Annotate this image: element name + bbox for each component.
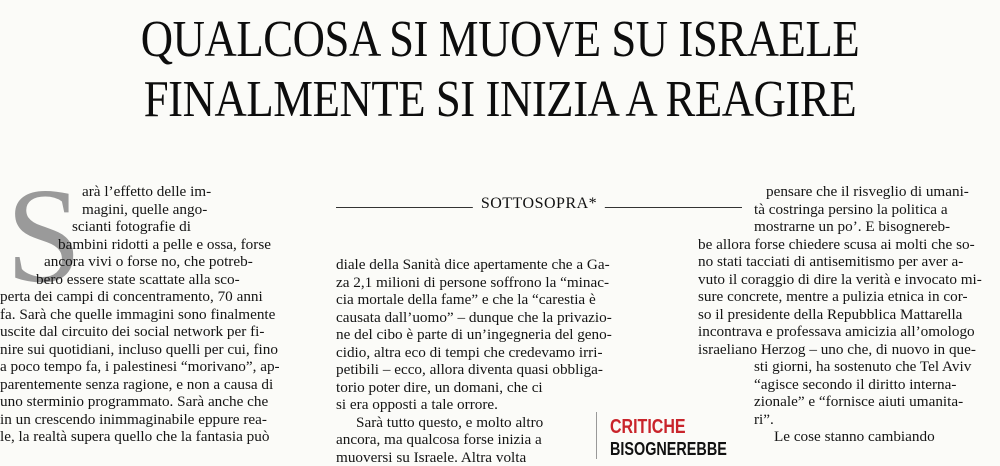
article-line: no stati tacciati di antisemitismo per aver a- [698, 253, 1000, 271]
article-line: cidio, altra eco di tempi che credevamo irri- [336, 344, 578, 362]
article-line: tà costringa persino la politica a [754, 201, 1000, 219]
article-column-2 [336, 256, 578, 466]
article-line: vuto il coraggio di dire la verità e invocato mi- [698, 271, 1000, 289]
article-line: bambini ridotti a pelle e ossa, forse [0, 236, 325, 254]
article-line: ri”. [754, 411, 1000, 429]
article-line: petibili – ecco, allora diventa quasi obbliga- [336, 361, 578, 379]
article-line: arà l’effetto delle im- [0, 183, 325, 201]
article-line: israeliano Herzog – uno che, di nuovo in que- [698, 341, 1000, 359]
section-label: SOTTOSOPRA* [473, 195, 605, 213]
article-line: le, la realtà supera quello che la fantasia può [0, 428, 325, 446]
pull-quote-line-2: BISOGNEREBBE [610, 438, 727, 460]
article-line: a poco tempo fa, i palestinesi “morivano”, ap- [0, 358, 325, 376]
article-line: “agisce secondo il diritto interna- [754, 376, 1000, 394]
pull-quote-line-1: CRITICHE [610, 416, 727, 438]
article-line: uno sterminio programmato. Sarà anche che [0, 393, 325, 411]
article-line: zionale” e “fornisce aiuti umanita- [754, 393, 1000, 411]
article-line: pensare che il risveglio di umani- [754, 183, 1000, 201]
article-line: muoversi su Israele. Altra volta [336, 449, 578, 466]
article-line: Le cose stanno cambiando [754, 428, 1000, 446]
article-line: magini, quelle ango- [0, 201, 325, 219]
article-line: scianti fotografie di [0, 218, 325, 236]
headline-line-2: FINALMENTE SI INIZIA A REAGIRE [70, 72, 930, 128]
article-line: za 2,1 milioni di persone soffrono la “minac- [336, 274, 578, 292]
article-line: mostrarne un po’. E bisognereb- [754, 218, 1000, 236]
article-line: sti giorni, ha sostenuto che Tel Aviv [754, 358, 1000, 376]
article-line: be allora forse chiedere scusa ai molti che so- [698, 236, 1000, 254]
article-line: ancora vivi o forse no, che potreb- [0, 253, 325, 271]
section-header [336, 183, 742, 231]
article-column-3 [754, 183, 1000, 446]
article-line: diale della Sanità dice apertamente che a Ga- [336, 256, 578, 274]
article-line: Sarà tutto questo, e molto altro [336, 414, 578, 432]
column-divider [596, 412, 597, 459]
article-line: parentemente senza ragione, e non a causa di [0, 376, 325, 394]
drop-cap-letter: S [6, 180, 82, 292]
article-line: si era opposti a tale orrore. [336, 396, 578, 414]
article-line: so il presidente della Repubblica Mattarella [698, 306, 1000, 324]
article-line: perta dei campi di concentramento, 70 anni [0, 288, 325, 306]
article-line: sure concrete, mentre a pulizia etnica in cor- [698, 288, 1000, 306]
article-line: cia mortale della fame” e che la “carestia è [336, 291, 578, 309]
article-column-1 [0, 183, 325, 446]
article-line: torio poter dire, un domani, che ci [336, 379, 578, 397]
article-line: bero essere state scattate alla sco- [0, 271, 325, 289]
pull-quote [610, 416, 727, 460]
article-line: incontrava e professava amicizia all’omologo [698, 323, 1000, 341]
article-line: uscite dal circuito dei social network per fi- [0, 323, 325, 341]
article-line: ancora, ma qualcosa forse inizia a [336, 431, 578, 449]
article-line: ne del cibo è parte di un’ingegneria del geno- [336, 326, 578, 344]
headline-line-1: QUALCOSA SI MUOVE SU ISRAELE [70, 12, 930, 68]
article-line: in un crescendo inimmaginabile eppure rea- [0, 411, 325, 429]
article-line: nire sui quotidiani, incluso quelli per cui, fino [0, 341, 325, 359]
article-line: causata dall’uomo” – dunque che la privazio- [336, 309, 578, 327]
article-line: fa. Sarà che quelle immagini sono finalmente [0, 306, 325, 324]
